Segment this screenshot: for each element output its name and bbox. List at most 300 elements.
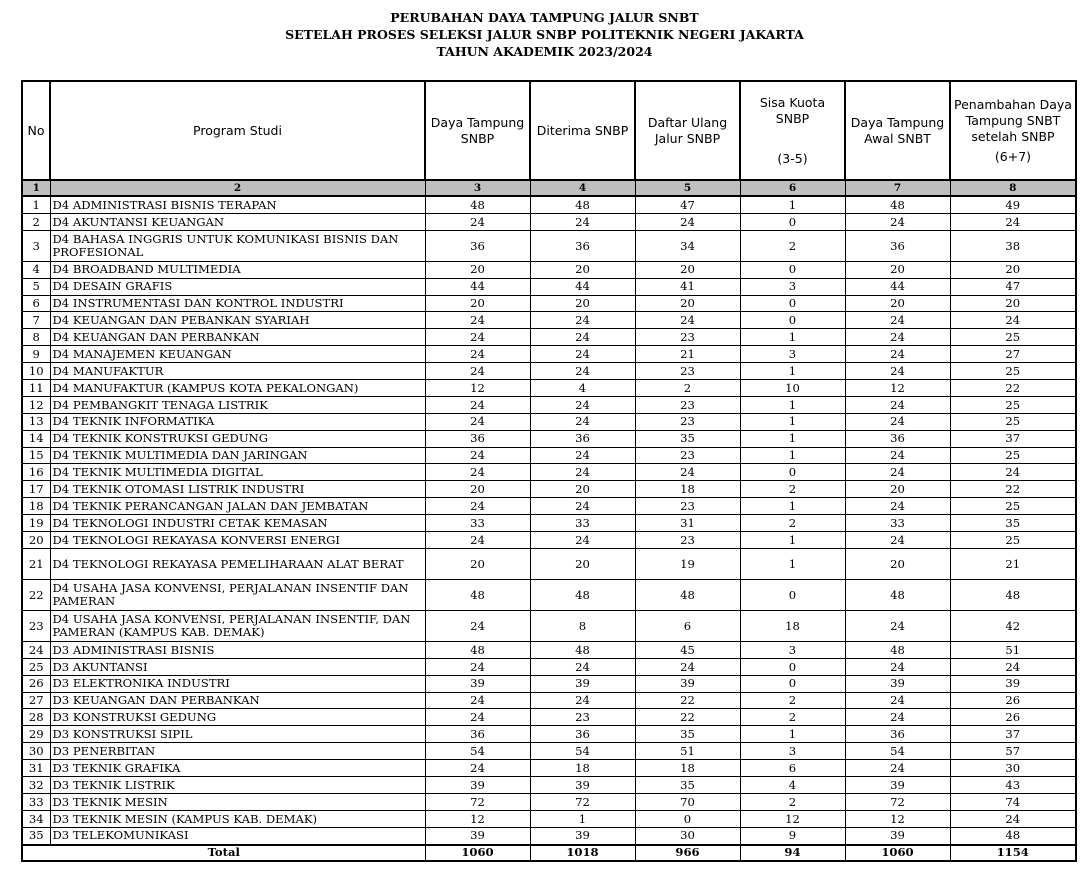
- row-daftar-ulang: 23: [635, 413, 740, 430]
- row-penambahan: 74: [950, 793, 1076, 810]
- row-daya-snbp: 20: [425, 295, 530, 312]
- row-sisa: 3: [740, 743, 845, 760]
- row-awal-snbt: 24: [845, 312, 950, 329]
- row-program: D4 TEKNIK KONSTRUKSI GEDUNG: [50, 430, 425, 447]
- row-daftar-ulang: 35: [635, 726, 740, 743]
- row-awal-snbt: 24: [845, 329, 950, 346]
- row-diterima: 48: [530, 579, 635, 610]
- row-daya-snbp: 48: [425, 196, 530, 213]
- row-awal-snbt: 24: [845, 213, 950, 230]
- row-daya-snbp: 36: [425, 230, 530, 261]
- row-daftar-ulang: 24: [635, 312, 740, 329]
- header-daftar-ulang: Daftar Ulang Jalur SNBP: [635, 81, 740, 180]
- row-penambahan: 24: [950, 810, 1076, 827]
- row-diterima: 36: [530, 430, 635, 447]
- row-diterima: 48: [530, 641, 635, 658]
- row-program: D3 KONSTRUKSI GEDUNG: [50, 709, 425, 726]
- row-awal-snbt: 12: [845, 810, 950, 827]
- row-sisa: 0: [740, 312, 845, 329]
- row-diterima: 24: [530, 363, 635, 380]
- row-program: D4 KEUANGAN DAN PEBANKAN SYARIAH: [50, 312, 425, 329]
- row-daya-snbp: 24: [425, 692, 530, 709]
- row-daya-snbp: 24: [425, 213, 530, 230]
- row-penambahan: 42: [950, 610, 1076, 641]
- row-daya-snbp: 24: [425, 760, 530, 777]
- row-program: D4 TEKNIK PERANCANGAN JALAN DAN JEMBATAN: [50, 498, 425, 515]
- row-no: 11: [22, 380, 50, 397]
- row-daya-snbp: 12: [425, 810, 530, 827]
- row-daftar-ulang: 23: [635, 532, 740, 549]
- row-sisa: 18: [740, 610, 845, 641]
- row-program: D4 BROADBAND MULTIMEDIA: [50, 261, 425, 278]
- row-diterima: 48: [530, 196, 635, 213]
- row-no: 1: [22, 196, 50, 213]
- row-no: 18: [22, 498, 50, 515]
- row-daftar-ulang: 24: [635, 213, 740, 230]
- row-awal-snbt: 44: [845, 278, 950, 295]
- header-program: Program Studi: [50, 81, 425, 180]
- row-penambahan: 37: [950, 726, 1076, 743]
- row-awal-snbt: 24: [845, 464, 950, 481]
- row-diterima: 54: [530, 743, 635, 760]
- table-row: [22, 515, 1076, 532]
- row-daftar-ulang: 23: [635, 363, 740, 380]
- row-daya-snbp: 48: [425, 641, 530, 658]
- row-daftar-ulang: 51: [635, 743, 740, 760]
- table-row: [22, 230, 1076, 261]
- row-daya-snbp: 72: [425, 793, 530, 810]
- row-diterima: 24: [530, 213, 635, 230]
- row-program: D4 TEKNOLOGI REKAYASA KONVERSI ENERGI: [50, 532, 425, 549]
- row-no: 13: [22, 413, 50, 430]
- row-sisa: 1: [740, 396, 845, 413]
- table-row: [22, 380, 1076, 397]
- row-penambahan: 35: [950, 515, 1076, 532]
- row-daftar-ulang: 23: [635, 498, 740, 515]
- table-row: [22, 743, 1076, 760]
- table-row: [22, 481, 1076, 498]
- row-program: D4 PEMBANGKIT TENAGA LISTRIK: [50, 396, 425, 413]
- row-program: D3 TEKNIK GRAFIKA: [50, 760, 425, 777]
- row-awal-snbt: 24: [845, 346, 950, 363]
- row-daya-snbp: 12: [425, 380, 530, 397]
- row-diterima: 39: [530, 675, 635, 692]
- row-daya-snbp: 36: [425, 430, 530, 447]
- header-penambahan: [950, 81, 1076, 180]
- total-awal: 1060: [845, 845, 950, 861]
- row-daftar-ulang: 31: [635, 515, 740, 532]
- row-penambahan: 51: [950, 641, 1076, 658]
- row-sisa: 12: [740, 810, 845, 827]
- row-penambahan: 24: [950, 464, 1076, 481]
- row-sisa: 9: [740, 827, 845, 844]
- row-daya-snbp: 33: [425, 515, 530, 532]
- header-sisa-formula: (3-5): [777, 150, 808, 166]
- row-sisa: 2: [740, 709, 845, 726]
- row-sisa: 10: [740, 380, 845, 397]
- table-row: [22, 278, 1076, 295]
- row-daya-snbp: 20: [425, 548, 530, 579]
- row-no: 30: [22, 743, 50, 760]
- row-daya-snbp: 20: [425, 261, 530, 278]
- row-daya-snbp: 24: [425, 498, 530, 515]
- row-no: 9: [22, 346, 50, 363]
- row-program: D4 MANUFAKTUR (KAMPUS KOTA PEKALONGAN): [50, 380, 425, 397]
- col-number: 7: [845, 180, 950, 196]
- row-no: 32: [22, 777, 50, 794]
- row-awal-snbt: 24: [845, 396, 950, 413]
- row-no: 26: [22, 675, 50, 692]
- row-no: 4: [22, 261, 50, 278]
- row-sisa: 0: [740, 261, 845, 278]
- row-awal-snbt: 36: [845, 430, 950, 447]
- row-sisa: 1: [740, 329, 845, 346]
- row-awal-snbt: 48: [845, 579, 950, 610]
- row-sisa: 0: [740, 295, 845, 312]
- row-penambahan: 25: [950, 396, 1076, 413]
- row-sisa: 0: [740, 464, 845, 481]
- row-sisa: 2: [740, 481, 845, 498]
- header-penambahan-formula: (6+7): [994, 148, 1032, 164]
- row-daya-snbp: 24: [425, 413, 530, 430]
- row-sisa: 6: [740, 760, 845, 777]
- row-daftar-ulang: 23: [635, 447, 740, 464]
- table-row: [22, 658, 1076, 675]
- row-penambahan: 25: [950, 329, 1076, 346]
- row-no: 17: [22, 481, 50, 498]
- row-program: D4 TEKNIK MULTIMEDIA DAN JARINGAN: [50, 447, 425, 464]
- table-row: [22, 312, 1076, 329]
- row-diterima: 24: [530, 658, 635, 675]
- title-line-1: PERUBAHAN DAYA TAMPUNG JALUR SNBT: [390, 10, 699, 25]
- row-penambahan: 43: [950, 777, 1076, 794]
- row-diterima: 24: [530, 346, 635, 363]
- row-no: 21: [22, 548, 50, 579]
- header-penambahan-label: Penambahan Daya Tampung SNBT setelah SNBP: [954, 96, 1072, 144]
- table-row: [22, 346, 1076, 363]
- row-program: D3 AKUNTANSI: [50, 658, 425, 675]
- row-awal-snbt: 24: [845, 532, 950, 549]
- table-row: [22, 810, 1076, 827]
- capacity-table: [21, 80, 1077, 862]
- row-diterima: 24: [530, 312, 635, 329]
- row-sisa: 3: [740, 346, 845, 363]
- row-penambahan: 25: [950, 498, 1076, 515]
- row-program: D4 TEKNOLOGI REKAYASA PEMELIHARAAN ALAT BERAT: [50, 548, 425, 579]
- col-number: 8: [950, 180, 1076, 196]
- row-no: 28: [22, 709, 50, 726]
- row-program: D4 KEUANGAN DAN PERBANKAN: [50, 329, 425, 346]
- row-penambahan: 38: [950, 230, 1076, 261]
- row-daya-snbp: 39: [425, 675, 530, 692]
- row-awal-snbt: 20: [845, 295, 950, 312]
- table-row: [22, 777, 1076, 794]
- row-penambahan: 24: [950, 213, 1076, 230]
- row-program: D4 DESAIN GRAFIS: [50, 278, 425, 295]
- col-number: 6: [740, 180, 845, 196]
- title-line-3: TAHUN AKADEMIK 2023/2024: [436, 44, 653, 59]
- total-diterima: 1018: [530, 845, 635, 861]
- row-no: 29: [22, 726, 50, 743]
- row-awal-snbt: 12: [845, 380, 950, 397]
- row-sisa: 3: [740, 278, 845, 295]
- row-daftar-ulang: 24: [635, 464, 740, 481]
- table-row: [22, 261, 1076, 278]
- row-diterima: 8: [530, 610, 635, 641]
- row-diterima: 24: [530, 447, 635, 464]
- table-row: [22, 760, 1076, 777]
- row-no: 25: [22, 658, 50, 675]
- row-daftar-ulang: 35: [635, 430, 740, 447]
- row-penambahan: 25: [950, 447, 1076, 464]
- row-daftar-ulang: 23: [635, 329, 740, 346]
- row-program: D4 TEKNIK INFORMATIKA: [50, 413, 425, 430]
- row-sisa: 0: [740, 579, 845, 610]
- table-row: [22, 430, 1076, 447]
- row-awal-snbt: 39: [845, 827, 950, 844]
- row-sisa: 2: [740, 793, 845, 810]
- row-no: 27: [22, 692, 50, 709]
- table-row: [22, 464, 1076, 481]
- row-no: 12: [22, 396, 50, 413]
- row-daftar-ulang: 34: [635, 230, 740, 261]
- table-row: [22, 793, 1076, 810]
- total-daya: 1060: [425, 845, 530, 861]
- row-sisa: 1: [740, 447, 845, 464]
- row-daya-snbp: 24: [425, 610, 530, 641]
- row-penambahan: 27: [950, 346, 1076, 363]
- row-program: D4 AKUNTANSI KEUANGAN: [50, 213, 425, 230]
- row-daya-snbp: 24: [425, 396, 530, 413]
- row-awal-snbt: 24: [845, 498, 950, 515]
- row-sisa: 2: [740, 515, 845, 532]
- row-awal-snbt: 48: [845, 641, 950, 658]
- row-no: 31: [22, 760, 50, 777]
- row-daftar-ulang: 19: [635, 548, 740, 579]
- table-row: [22, 213, 1076, 230]
- row-awal-snbt: 36: [845, 726, 950, 743]
- row-penambahan: 20: [950, 261, 1076, 278]
- row-program: D4 MANAJEMEN KEUANGAN: [50, 346, 425, 363]
- row-daya-snbp: 24: [425, 312, 530, 329]
- header-daya-snbp: Daya Tampung SNBP: [425, 81, 530, 180]
- table-row: [22, 709, 1076, 726]
- row-sisa: 0: [740, 658, 845, 675]
- total-daftar: 966: [635, 845, 740, 861]
- row-diterima: 24: [530, 464, 635, 481]
- row-sisa: 1: [740, 726, 845, 743]
- row-penambahan: 25: [950, 413, 1076, 430]
- row-sisa: 2: [740, 230, 845, 261]
- row-diterima: 20: [530, 295, 635, 312]
- row-awal-snbt: 24: [845, 363, 950, 380]
- row-sisa: 1: [740, 430, 845, 447]
- row-sisa: 3: [740, 641, 845, 658]
- row-daftar-ulang: 30: [635, 827, 740, 844]
- row-no: 16: [22, 464, 50, 481]
- row-penambahan: 26: [950, 692, 1076, 709]
- row-penambahan: 24: [950, 658, 1076, 675]
- header-sisa-label: Sisa Kuota SNBP: [759, 94, 826, 126]
- row-program: D3 KEUANGAN DAN PERBANKAN: [50, 692, 425, 709]
- row-diterima: 36: [530, 230, 635, 261]
- row-daya-snbp: 39: [425, 827, 530, 844]
- row-daya-snbp: 24: [425, 346, 530, 363]
- row-daya-snbp: 44: [425, 278, 530, 295]
- row-daftar-ulang: 2: [635, 380, 740, 397]
- row-penambahan: 48: [950, 827, 1076, 844]
- col-number: 5: [635, 180, 740, 196]
- row-daftar-ulang: 0: [635, 810, 740, 827]
- table-row: [22, 675, 1076, 692]
- row-daftar-ulang: 20: [635, 295, 740, 312]
- row-program: D4 USAHA JASA KONVENSI, PERJALANAN INSENTIF, DAN PAMERAN (KAMPUS KAB. DEMAK): [50, 610, 425, 641]
- row-no: 24: [22, 641, 50, 658]
- row-daya-snbp: 54: [425, 743, 530, 760]
- row-awal-snbt: 24: [845, 447, 950, 464]
- table-row: [22, 532, 1076, 549]
- row-awal-snbt: 24: [845, 610, 950, 641]
- row-penambahan: 57: [950, 743, 1076, 760]
- total-row: [22, 845, 1076, 861]
- row-no: 7: [22, 312, 50, 329]
- row-daya-snbp: 24: [425, 658, 530, 675]
- table-row: [22, 413, 1076, 430]
- total-sisa: 94: [740, 845, 845, 861]
- row-no: 34: [22, 810, 50, 827]
- table-row: [22, 447, 1076, 464]
- row-program: D3 TEKNIK LISTRIK: [50, 777, 425, 794]
- row-diterima: 1: [530, 810, 635, 827]
- row-penambahan: 22: [950, 481, 1076, 498]
- table-row: [22, 579, 1076, 610]
- row-program: D4 ADMINISTRASI BISNIS TERAPAN: [50, 196, 425, 213]
- row-daya-snbp: 24: [425, 363, 530, 380]
- row-penambahan: 39: [950, 675, 1076, 692]
- row-program: D4 USAHA JASA KONVENSI, PERJALANAN INSENTIF DAN PAMERAN: [50, 579, 425, 610]
- row-diterima: 24: [530, 498, 635, 515]
- row-no: 5: [22, 278, 50, 295]
- header-sisa: [740, 81, 845, 180]
- row-daya-snbp: 24: [425, 532, 530, 549]
- row-sisa: 1: [740, 498, 845, 515]
- row-penambahan: 24: [950, 312, 1076, 329]
- row-no: 22: [22, 579, 50, 610]
- col-number: 2: [50, 180, 425, 196]
- row-daya-snbp: 20: [425, 481, 530, 498]
- header-diterima: Diterima SNBP: [530, 81, 635, 180]
- row-diterima: 24: [530, 413, 635, 430]
- title-line-2: SETELAH PROSES SELEKSI JALUR SNBP POLITEKNIK NEGERI JAKARTA: [285, 27, 804, 42]
- row-diterima: 24: [530, 329, 635, 346]
- table-row: [22, 827, 1076, 844]
- row-program: D4 TEKNIK MULTIMEDIA DIGITAL: [50, 464, 425, 481]
- row-penambahan: 49: [950, 196, 1076, 213]
- row-diterima: 20: [530, 548, 635, 579]
- row-program: D3 TELEKOMUNIKASI: [50, 827, 425, 844]
- row-diterima: 4: [530, 380, 635, 397]
- row-awal-snbt: 39: [845, 777, 950, 794]
- row-sisa: 1: [740, 532, 845, 549]
- row-awal-snbt: 20: [845, 548, 950, 579]
- row-no: 2: [22, 213, 50, 230]
- row-diterima: 18: [530, 760, 635, 777]
- row-sisa: 0: [740, 675, 845, 692]
- row-no: 8: [22, 329, 50, 346]
- row-program: D4 INSTRUMENTASI DAN KONTROL INDUSTRI: [50, 295, 425, 312]
- row-diterima: 72: [530, 793, 635, 810]
- row-sisa: 2: [740, 692, 845, 709]
- row-awal-snbt: 24: [845, 709, 950, 726]
- total-tambah: 1154: [950, 845, 1076, 861]
- row-daftar-ulang: 39: [635, 675, 740, 692]
- row-penambahan: 30: [950, 760, 1076, 777]
- row-program: D3 PENERBITAN: [50, 743, 425, 760]
- row-sisa: 4: [740, 777, 845, 794]
- row-daftar-ulang: 6: [635, 610, 740, 641]
- row-no: 19: [22, 515, 50, 532]
- row-diterima: 24: [530, 692, 635, 709]
- table-row: [22, 610, 1076, 641]
- table-row: [22, 396, 1076, 413]
- table-row: [22, 329, 1076, 346]
- row-daya-snbp: 39: [425, 777, 530, 794]
- row-daftar-ulang: 22: [635, 709, 740, 726]
- row-penambahan: 20: [950, 295, 1076, 312]
- row-awal-snbt: 24: [845, 658, 950, 675]
- row-sisa: 1: [740, 196, 845, 213]
- row-no: 6: [22, 295, 50, 312]
- row-awal-snbt: 48: [845, 196, 950, 213]
- row-program: D3 TEKNIK MESIN: [50, 793, 425, 810]
- row-penambahan: 25: [950, 363, 1076, 380]
- row-awal-snbt: 33: [845, 515, 950, 532]
- table-row: [22, 295, 1076, 312]
- header-awal-snbt: Daya Tampung Awal SNBT: [845, 81, 950, 180]
- row-penambahan: 21: [950, 548, 1076, 579]
- row-penambahan: 37: [950, 430, 1076, 447]
- row-diterima: 24: [530, 396, 635, 413]
- table-row: [22, 363, 1076, 380]
- row-daftar-ulang: 18: [635, 760, 740, 777]
- row-program: D3 TEKNIK MESIN (KAMPUS KAB. DEMAK): [50, 810, 425, 827]
- table-row: [22, 548, 1076, 579]
- row-diterima: 23: [530, 709, 635, 726]
- row-diterima: 20: [530, 261, 635, 278]
- row-penambahan: 22: [950, 380, 1076, 397]
- row-program: D4 TEKNOLOGI INDUSTRI CETAK KEMASAN: [50, 515, 425, 532]
- row-sisa: 0: [740, 213, 845, 230]
- row-no: 3: [22, 230, 50, 261]
- row-daftar-ulang: 47: [635, 196, 740, 213]
- row-no: 20: [22, 532, 50, 549]
- row-daftar-ulang: 20: [635, 261, 740, 278]
- table-row: [22, 726, 1076, 743]
- row-daya-snbp: 24: [425, 329, 530, 346]
- row-awal-snbt: 24: [845, 760, 950, 777]
- row-penambahan: 26: [950, 709, 1076, 726]
- row-program: D3 ADMINISTRASI BISNIS: [50, 641, 425, 658]
- table-row: [22, 692, 1076, 709]
- row-daftar-ulang: 18: [635, 481, 740, 498]
- row-daya-snbp: 24: [425, 709, 530, 726]
- row-penambahan: 48: [950, 579, 1076, 610]
- row-awal-snbt: 20: [845, 261, 950, 278]
- row-diterima: 20: [530, 481, 635, 498]
- row-awal-snbt: 20: [845, 481, 950, 498]
- row-awal-snbt: 36: [845, 230, 950, 261]
- document-title: [0, 0, 1089, 60]
